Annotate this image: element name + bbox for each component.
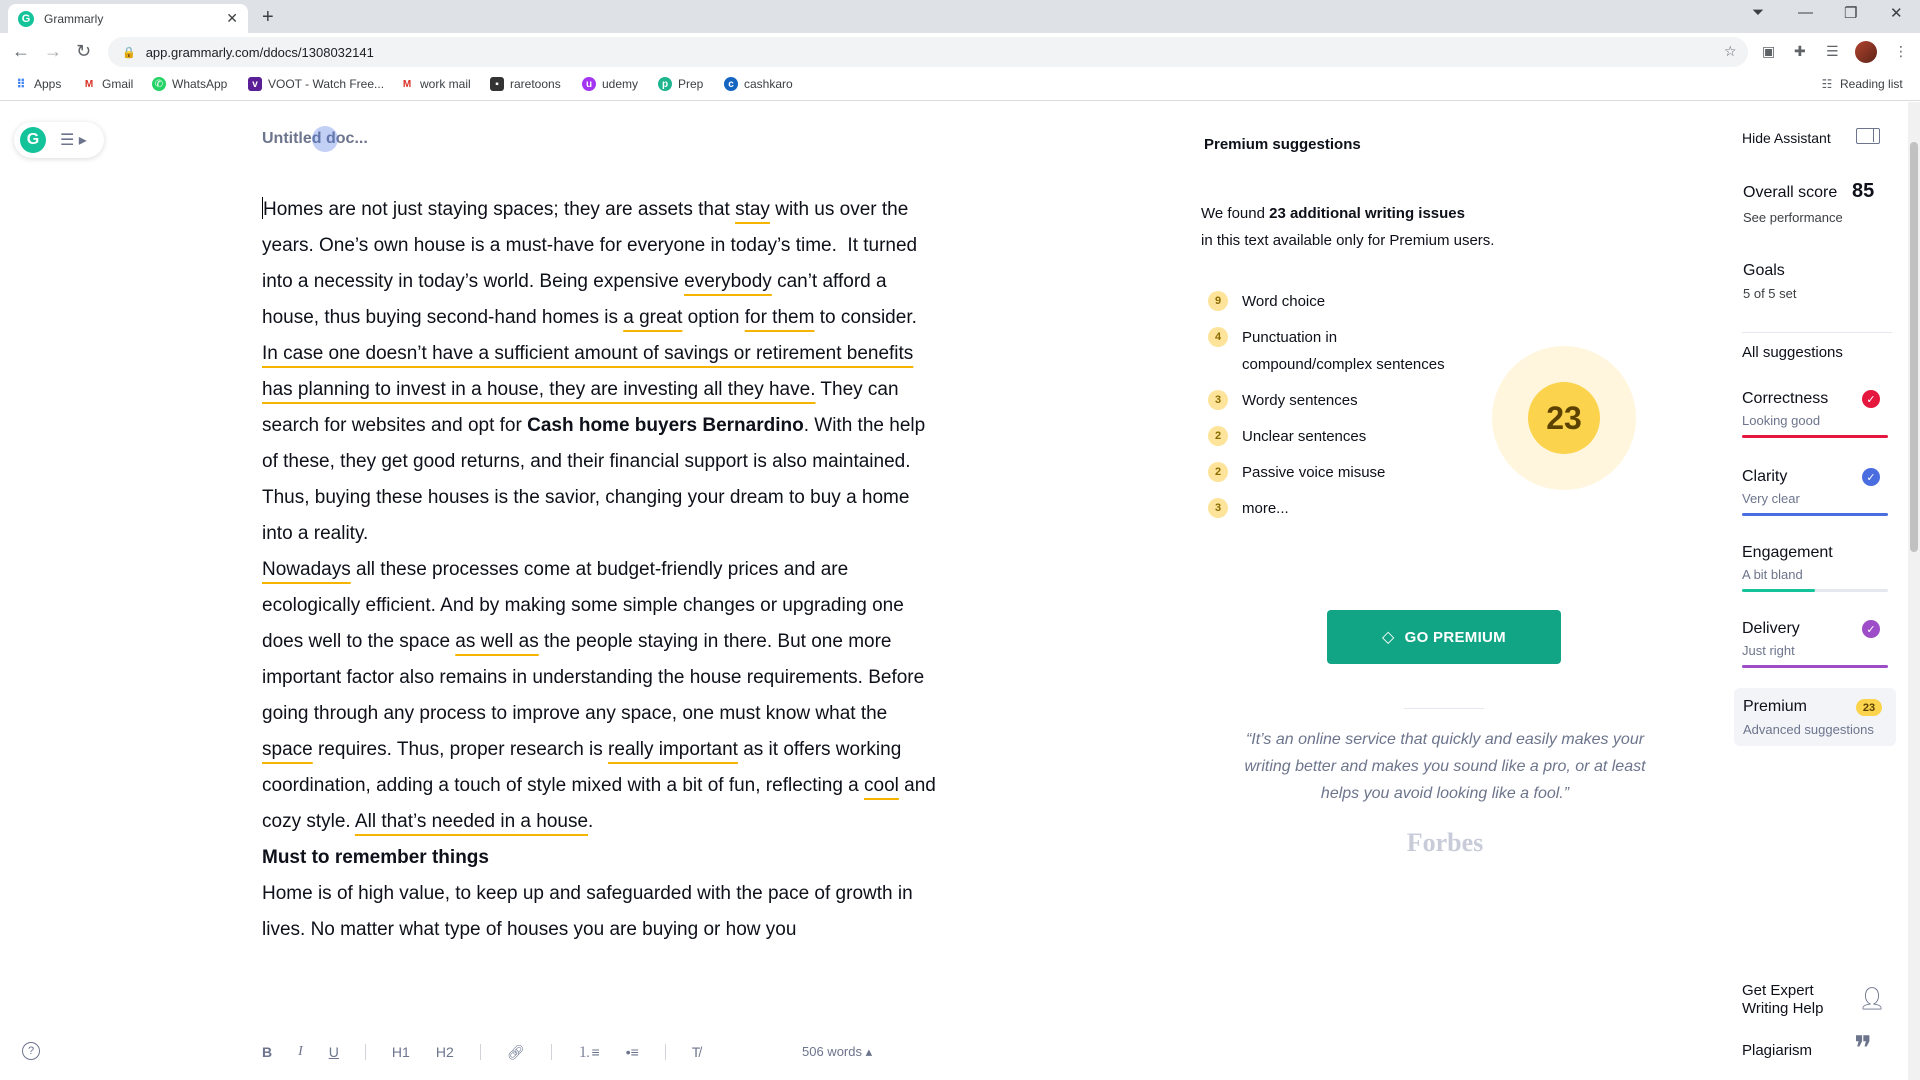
page-scrollbar[interactable]: [1908, 102, 1920, 1080]
check-icon: ✓: [1862, 390, 1880, 408]
sidebar-toggle-icon[interactable]: [1856, 128, 1880, 144]
section-heading: Must to remember things: [262, 847, 489, 868]
heading1-button[interactable]: H1: [391, 1044, 410, 1060]
apps-grid-icon: ⠿: [16, 77, 26, 91]
forward-icon[interactable]: →: [44, 41, 62, 61]
reading-list[interactable]: ☷ Reading list: [1821, 77, 1903, 91]
tab-title: Grammarly: [44, 11, 104, 26]
category-engagement[interactable]: Engagement A bit bland: [1742, 544, 1888, 592]
maximize-icon[interactable]: ❐: [1844, 5, 1858, 22]
prep-icon: p: [658, 77, 672, 91]
browser-tab[interactable]: [8, 4, 248, 33]
close-window-icon[interactable]: ✕: [1890, 5, 1903, 22]
check-icon: ✓: [1862, 620, 1880, 638]
list-item: 2 Unclear sentences: [1208, 423, 1448, 450]
help-icon[interactable]: ?: [22, 1042, 40, 1060]
toolbar-divider: [365, 1044, 366, 1060]
document-editor[interactable]: [262, 192, 942, 948]
paragraph: Nowadays all these processes come at budget-friendly prices and are ecologically efficient. And by making some simple changes or upgrading one does well to the space as well as the people staying in there. But one more important factor also remains in understanding the house requirements. Before going through any process to improve any space, one must know what the space requires. Thus, proper research is really important as it offers working coordination, adding a touch of style mixed with a bit of fun, reflecting a cool and cozy style. All that’s needed in a house.: [262, 559, 936, 832]
list-item[interactable]: 3 more...: [1208, 495, 1448, 522]
see-performance-link[interactable]: See performance: [1743, 210, 1843, 225]
premium-count-badge: 23: [1856, 699, 1882, 716]
formatting-toolbar: [262, 1040, 726, 1064]
premium-issue-total: 23: [1528, 382, 1600, 454]
browser-tab-strip: [0, 0, 1920, 33]
paragraph: Home is of high value, to keep up and safeguarded with the pace of growth in lives. No matter what type of houses you are buying or how you: [262, 883, 913, 940]
word-count[interactable]: 506 words ▴: [802, 1044, 873, 1059]
bookmark-udemy[interactable]: u udemy: [582, 77, 638, 91]
category-delivery[interactable]: Delivery Just right ✓: [1742, 620, 1888, 668]
quote-marks-icon[interactable]: ❞: [1854, 1029, 1873, 1069]
browser-toolbar: [0, 33, 1920, 71]
bookmark-gmail[interactable]: M Gmail: [82, 77, 133, 91]
assistant-sidebar: [1722, 102, 1908, 1080]
bulleted-list-icon[interactable]: •≡: [625, 1044, 639, 1060]
category-correctness[interactable]: Correctness Looking good ✓: [1742, 390, 1888, 438]
close-tab-icon[interactable]: ✕: [226, 10, 238, 26]
back-icon[interactable]: ←: [12, 41, 30, 61]
list-item: 3 Wordy sentences: [1208, 387, 1448, 414]
bookmark-whatsapp[interactable]: ✆ WhatsApp: [152, 77, 227, 91]
go-premium-button[interactable]: ◇ GO PREMIUM: [1327, 610, 1561, 664]
score-bar: [1742, 513, 1888, 516]
premium-suggestions-panel: [1200, 102, 1720, 1080]
score-bar: [1742, 589, 1888, 592]
toolbar-divider: [551, 1044, 552, 1060]
list-item: 4 Punctuation in compound/complex sentences: [1208, 324, 1448, 378]
all-suggestions-tab[interactable]: All suggestions: [1742, 344, 1843, 361]
voot-icon: v: [248, 77, 262, 91]
bookmark-star-icon[interactable]: ☆: [1724, 43, 1737, 59]
expert-help-button[interactable]: Get Expert Writing Help: [1742, 982, 1824, 1017]
bookmark-raretoons[interactable]: ▪ raretoons: [490, 77, 561, 91]
score-bar-fill: [1742, 665, 1888, 668]
reading-list-icon: ☷: [1821, 77, 1833, 91]
grammarly-app: [0, 102, 1920, 1080]
list-item: 2 Passive voice misuse: [1208, 459, 1448, 486]
document-title[interactable]: Untitled doc...: [262, 130, 368, 147]
grammarly-favicon-icon: G: [18, 11, 34, 27]
goals-label[interactable]: Goals: [1743, 262, 1785, 279]
scrollbar-thumb[interactable]: [1910, 142, 1918, 552]
paragraph: Homes are not just staying spaces; they are assets that stay with us over the years. One’s own house is a must-have for everyone in today’s time. It turned into a necessity in today’s world. Being expensive everybody can’t afford a house, thus buying second-hand homes is a great option for them to consider.: [262, 199, 918, 328]
score-bar-fill: [1742, 589, 1815, 592]
hamburger-menu-icon: ☰ ▸: [60, 132, 87, 149]
bookmark-prep[interactable]: p Prep: [658, 77, 703, 91]
category-clarity[interactable]: Clarity Very clear ✓: [1742, 468, 1888, 516]
lock-icon: 🔒: [122, 46, 136, 59]
score-bar-fill: [1742, 513, 1888, 516]
clear-formatting-icon[interactable]: T̸: [691, 1044, 701, 1060]
hide-assistant-button[interactable]: Hide Assistant: [1742, 130, 1831, 146]
chrome-menu-icon[interactable]: ⋮: [1894, 43, 1908, 59]
heading2-button[interactable]: H2: [435, 1044, 454, 1060]
bookmark-voot[interactable]: v VOOT - Watch Free...: [248, 77, 384, 91]
testimonial-quote: “It’s an online service that quickly and easily makes your writing better and makes you sound like a pro, or at least helps you avoid looking like a fool.”: [1244, 731, 1646, 802]
reload-icon[interactable]: ↻: [76, 41, 92, 61]
check-icon: ✓: [1862, 468, 1880, 486]
plagiarism-button[interactable]: Plagiarism: [1742, 1042, 1813, 1059]
new-tab-icon[interactable]: +: [262, 6, 274, 28]
media-control-icon[interactable]: ☰: [1826, 43, 1839, 59]
list-item: 9 Word choice: [1208, 288, 1448, 315]
extension-icon[interactable]: ▣: [1762, 43, 1776, 59]
gmail-icon: M: [84, 78, 94, 90]
udemy-icon: u: [582, 77, 596, 91]
numbered-list-icon[interactable]: ⒈≡: [577, 1044, 600, 1060]
toolbar-divider: [665, 1044, 666, 1060]
bookmark-cashkaro[interactable]: c cashkaro: [724, 77, 793, 91]
underline-button[interactable]: U: [328, 1044, 339, 1060]
premium-summary: We found 23 additional writing issues in this text available only for Premium users.: [1201, 205, 1495, 249]
score-bar: [1742, 435, 1888, 438]
grammarly-logo-icon: G: [20, 127, 46, 153]
forbes-logo: Forbes: [1406, 828, 1484, 857]
premium-issue-list: [1208, 288, 1448, 531]
paragraph: In case one doesn’t have a sufficient amount of savings or retirement benefits has planning to invest in a house, they are investing all they have. They can search for websites and opt for Cash home buyers Bernardino. With the help of these, they get good returns, and their financial support is also maintained. Thus, buying these houses is the savior, changing your dream to buy a home into a reality.: [262, 343, 926, 544]
diamond-icon: ◇: [1382, 629, 1395, 646]
minimize-icon[interactable]: —: [1798, 4, 1813, 21]
bold-button[interactable]: B: [262, 1044, 273, 1060]
bookmarks-bar: [0, 71, 1920, 101]
overall-score-label[interactable]: Overall score: [1743, 184, 1838, 201]
divider: [1404, 708, 1484, 709]
grammarly-menu-button[interactable]: [14, 122, 104, 158]
gmail-icon: M: [402, 78, 412, 90]
divider: [1742, 332, 1892, 333]
extensions-puzzle-icon[interactable]: ✚: [1794, 43, 1806, 59]
panel-title: Premium suggestions: [1204, 136, 1361, 153]
url-text: app.grammarly.com/ddocs/1308032141: [145, 44, 374, 60]
overall-score-value: 85: [1852, 180, 1875, 202]
bookmark-work-mail[interactable]: M work mail: [400, 77, 471, 91]
bookmark-apps[interactable]: ⠿ Apps: [14, 77, 61, 91]
text-caret: [262, 197, 263, 219]
address-bar[interactable]: [108, 37, 1748, 67]
cashkaro-icon: c: [724, 77, 738, 91]
score-bar: [1742, 665, 1888, 668]
toolbar-divider: [480, 1044, 481, 1060]
expert-person-icon[interactable]: 👤︎: [1858, 986, 1886, 1011]
premium-suggestions-tab[interactable]: Premium 23 Advanced suggestions: [1734, 688, 1896, 746]
italic-button[interactable]: I: [298, 1044, 303, 1059]
profile-avatar[interactable]: [1855, 41, 1877, 63]
goals-value: 5 of 5 set: [1743, 286, 1797, 301]
mouse-cursor-highlight: [312, 126, 338, 152]
raretoons-icon: ▪: [490, 77, 504, 91]
score-bar-fill: [1742, 435, 1888, 438]
whatsapp-icon: ✆: [152, 77, 166, 91]
link-icon[interactable]: 🔗︎: [506, 1043, 525, 1060]
profile-dropdown-icon[interactable]: ⏷: [1752, 4, 1765, 21]
